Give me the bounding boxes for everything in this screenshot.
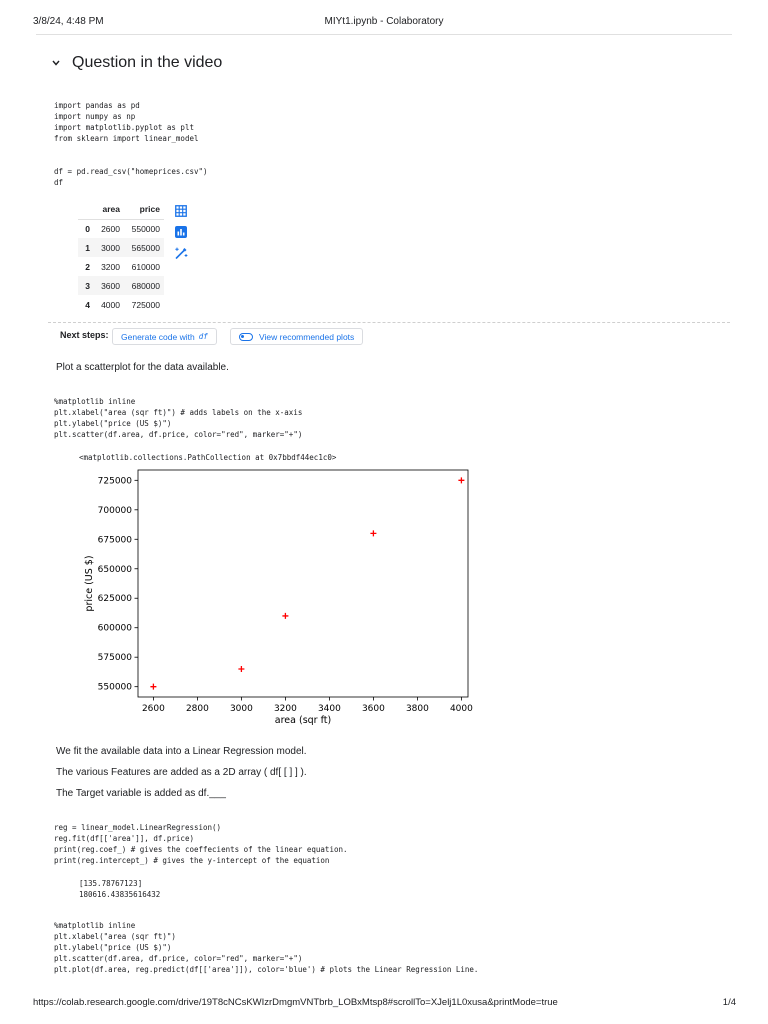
x-tick-label: 4000: [449, 704, 473, 714]
row-index: 4: [85, 299, 90, 310]
view-plots-label: View recommended plots: [259, 331, 355, 342]
section-collapse-toggle[interactable]: [51, 57, 61, 69]
cell-area: 3600: [94, 276, 124, 295]
toggle-icon: [239, 333, 253, 341]
x-tick-label: 3600: [361, 704, 385, 714]
next-steps-label: Next steps:: [60, 330, 109, 340]
table-icon: [175, 205, 187, 217]
scatter-point: [458, 477, 464, 483]
cell-output-text: <matplotlib.collections.PathCollection at 0x7bbdf44ec1c0>: [79, 453, 337, 462]
cell-output-text: [135.78767123] 180616.43835616432: [79, 879, 161, 899]
y-tick-label: 575000: [97, 653, 132, 664]
x-axis-label: area (sqr ft): [274, 715, 332, 726]
generate-code-wand-button[interactable]: [173, 245, 188, 260]
cell-price: 680000: [124, 276, 164, 295]
y-tick-label: 725000: [97, 476, 132, 487]
output-divider: [48, 322, 730, 323]
y-tick-label: 625000: [97, 594, 132, 605]
x-tick-label: 3000: [229, 704, 253, 714]
dataframe-row: [78, 219, 164, 238]
scatter-point: [282, 613, 288, 619]
dataframe-column-header: area: [94, 200, 124, 219]
dataframe-output: [78, 200, 164, 314]
y-axis-label: price (US $): [84, 555, 95, 612]
cell-area: 4000: [101, 299, 120, 310]
dataframe-row: [78, 257, 164, 276]
chevron-down-icon: [52, 60, 60, 66]
convert-to-table-button[interactable]: [173, 203, 188, 218]
scatter-point: [238, 666, 244, 672]
code-cell-scatter[interactable]: %matplotlib inline plt.xlabel("area (sqr ft)") # adds labels on the x-axis plt.ylabel("price (US $)") plt.scatter(df.area, df.price, color="red", marker="+"): [54, 397, 303, 439]
bar-chart-icon: [175, 226, 187, 238]
x-tick-label: 3200: [273, 704, 297, 714]
scatter-point: [150, 684, 156, 690]
suggest-charts-button[interactable]: [173, 224, 188, 239]
dataframe-row: [78, 238, 164, 257]
x-tick-label: 3800: [405, 704, 429, 714]
scatter-plot: [78, 465, 473, 727]
y-tick-label: 550000: [97, 682, 132, 693]
x-tick-label: 2600: [141, 704, 165, 714]
cell-area: 3000: [94, 238, 124, 257]
markdown-text: The Target variable is added as df.___: [56, 788, 226, 799]
y-tick-label: 600000: [97, 623, 132, 634]
markdown-text: Plot a scatterplot for the data available.: [56, 362, 229, 373]
cell-price: 565000: [124, 238, 164, 257]
y-tick-label: 675000: [97, 535, 132, 546]
magic-wand-icon: [174, 246, 188, 260]
section-title: Question in the video: [72, 54, 223, 71]
row-index: 0: [85, 223, 90, 234]
markdown-text: The various Features are added as a 2D array ( df[ [ ] ] ).: [56, 767, 307, 778]
generate-code-label: Generate code with: [121, 331, 195, 342]
x-tick-label: 3400: [317, 704, 341, 714]
y-tick-label: 700000: [97, 505, 132, 516]
code-cell-regression-plot[interactable]: %matplotlib inline plt.xlabel("area (sqr ft)") plt.ylabel("price (US $)") plt.scatter(df.area, df.price, color="red", marker="+") plt.plot(df.area, reg.predict(df[['area']]), color='blue') # plots the Linear Regression Line.: [54, 921, 479, 974]
generate-code-button[interactable]: [112, 328, 217, 345]
print-date: 3/8/24, 4:48 PM: [33, 16, 104, 27]
cell-price: 550000: [131, 223, 160, 234]
markdown-text: We fit the available data into a Linear Regression model.: [56, 746, 307, 757]
code-cell-imports[interactable]: import pandas as pd import numpy as np import matplotlib.pyplot as plt from sklearn import linear_model: [54, 101, 199, 143]
cell-price: 610000: [131, 261, 160, 272]
dataframe-header-row: [78, 200, 164, 219]
dataframe-row: [78, 295, 164, 314]
print-url: https://colab.research.google.com/drive/19T8cNCsKWIzrDmgmVNTbrb_LOBxMtsp8#scrollTo=XJelj1L0xusa&printMode=true: [33, 997, 558, 1008]
print-title: MIYt1.ipynb - Colaboratory: [324, 16, 444, 27]
page-number: 1/4: [722, 997, 736, 1008]
dataframe-row: [78, 276, 164, 295]
cell-area: 3200: [101, 261, 120, 272]
cell-area: 2600: [101, 223, 120, 234]
cell-price: 725000: [131, 299, 160, 310]
header-divider: [36, 34, 732, 35]
dataframe-column-header: price: [124, 200, 164, 219]
row-index: 2: [85, 261, 90, 272]
plot-frame: [138, 470, 468, 697]
x-tick-label: 2800: [185, 704, 209, 714]
code-cell-read-csv[interactable]: df = pd.read_csv("homeprices.csv") df: [54, 167, 208, 187]
print-header: [0, 16, 768, 30]
row-index: 3: [78, 276, 94, 295]
row-index: 1: [78, 238, 94, 257]
dataframe-index-header: [78, 200, 94, 219]
scatter-point: [370, 530, 376, 536]
view-recommended-plots-button[interactable]: [230, 328, 363, 345]
code-cell-regression[interactable]: reg = linear_model.LinearRegression() reg.fit(df[['area']], df.price) print(reg.coef_) # gives the coeffecients of the linear equation. print(reg.intercept_) # gives the y-intercept of the equation: [54, 823, 348, 865]
y-tick-label: 650000: [97, 564, 132, 575]
generate-code-variable: df: [198, 332, 208, 341]
